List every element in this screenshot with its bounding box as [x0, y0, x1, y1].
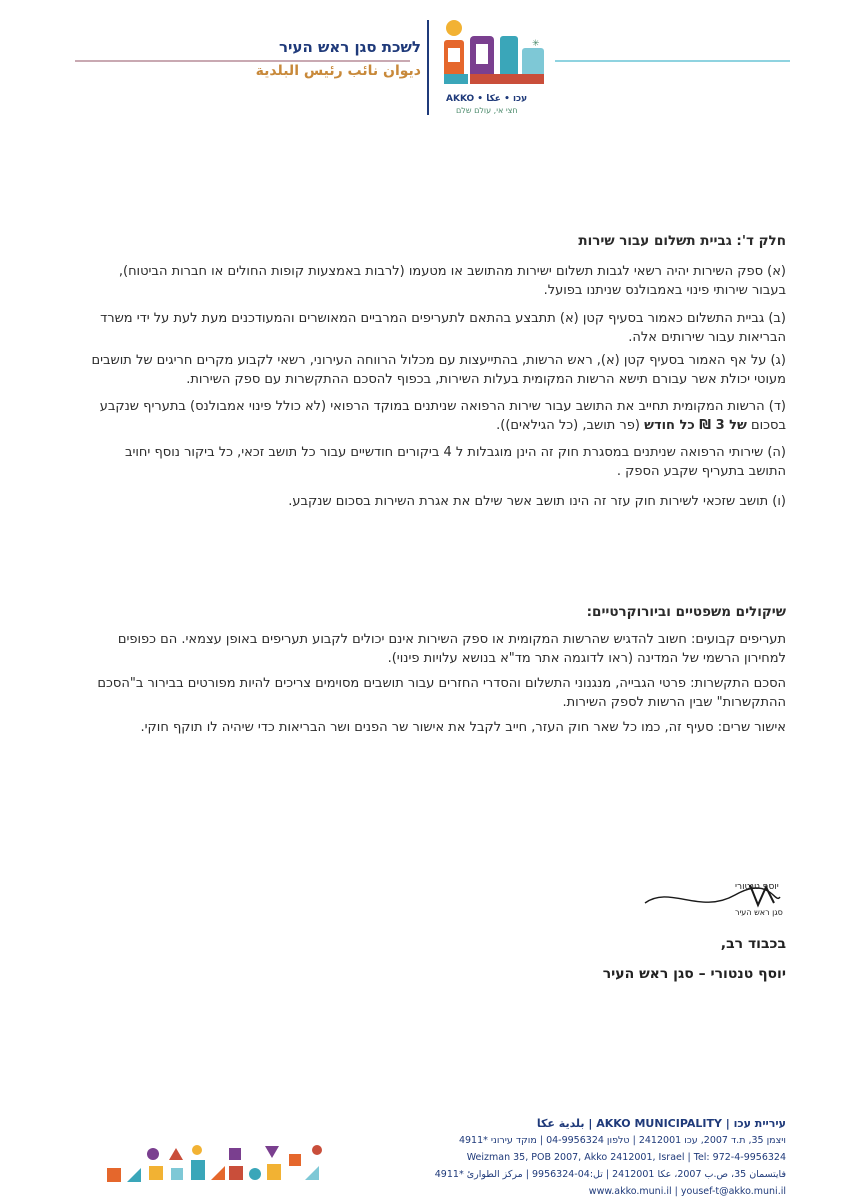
clause-f	[86, 492, 786, 511]
contract-paragraph	[86, 674, 786, 712]
clause-c-text: (ג) על אף האמור בסעיף קטן (א), ראש הרשות, בהתייעצות עם מכלול הרווחה העירוני, רשאי לקבוע מקרים חריגים של תושבים מעוטי יכולת אשר עבורם תישא הרשות המקומית בעלות השירות, בכפוף להסכם ההתקשרות עם ספק השירות.	[91, 353, 786, 387]
header-vertical-separator	[427, 20, 429, 115]
clause-d-amount: של 3 ₪ כל חודש	[644, 418, 747, 433]
clause-b-text: (ב) גביית התשלום כאמור בסעיף קטן (א) תתבצע בהתאם לתעריפים המרביים המאושרים והמעודכנים מעת לעת על ידי משרד הבריאות עבור שירותים אלה.	[100, 311, 786, 345]
ministers-approval-paragraph	[86, 718, 786, 737]
clause-e-text: (ה) שירותי הרפואה שניתנים במסגרת חוק זה הינן מוגבלות ל 4 ביקורים חודשיים עבור כל תושב זכאי, כל ביקור נוסף יחויב התושב בתעריף שקבע הספק .	[124, 445, 786, 479]
office-title-hebrew: לשכת סגן ראש העיר	[279, 38, 421, 56]
contract-text: הסכם התקשרות: פרטי הגבייה, מנגנוני התשלום והסדרי החזרים עבור תושבים מסוימים צריכים להיות מפורטים בבירור ב"הסכם ההתקשרות" שבין הרשות לספק השירות.	[97, 676, 786, 710]
footer-contact	[386, 1115, 786, 1200]
considerations-title: שיקולים משפטיים וביורוקרטיים:	[586, 604, 786, 620]
signature-role: סגן ראש העיר	[735, 908, 783, 917]
part-d-title: חלק ד': גביית תשלום עבור שירות	[578, 233, 786, 249]
clause-a-text: (א) ספק השירות יהיה רשאי לגבות תשלום ישירות מהתושב או מטעמו (לרבות באמצעות קופות החולים או חברות הביטוח), בעבור שירותי פינוי באמבולנס שניתנו בפועל.	[118, 264, 786, 298]
clause-d-after: (פר תושב, (כל הגילאים)).	[496, 418, 645, 433]
closing-greeting: בכבוד רב,	[720, 936, 786, 952]
fixed-rates-text: תעריפים קבועים: חשוב להדגיש שהרשות המקומית או ספק השירות אינם יכולים לקבוע תעריפים באופן עצמאי. הם כפופים למחירון הרשמי של המדינה (ראו לדוגמה אתר מד"א בנושא עלויות פינוי).	[117, 632, 786, 666]
footer-web-email: www.akko.muni.il | yousef-t@akko.muni.il	[588, 1186, 786, 1197]
ministers-approval-text: אישור שרים: סעיף זה, כמו כל שאר חוק העזר, חייב לקבל את אישור שר הפנים ושר הבריאות כדי שיהיה לו תוקף חוקי.	[140, 720, 786, 735]
clause-d-text	[86, 397, 786, 435]
header-divider-right	[555, 60, 790, 62]
signature-name: יוסף טנטורי	[735, 882, 779, 892]
signature-stamp	[640, 875, 785, 925]
footer-address-hebrew: ויצמן 35, ת.ד 2007, עכו 2412001 | טלפון 04-9956324 | מוקד עירוני *4911	[458, 1135, 786, 1146]
svg-text:✳: ✳	[532, 39, 540, 49]
clause-d	[86, 397, 786, 435]
footer-title: עיריית עכו | AKKO MUNICIPALITY | بلدية عكا	[536, 1117, 786, 1130]
clause-f-text: (ו) תושב שזכאי לשירות חוק עזר זה הינו תושב אשר שילם את אגרת השירות בסכום שנקבע.	[288, 494, 786, 509]
clause-d-before: (ד) הרשות המקומית תחייב את התושב עבור שירות הרפואה שניתנים במוקד הרפואי (לא כולל פינוי אמבולנס) בתעריף שנקבע בסכום	[99, 399, 786, 433]
fixed-rates-paragraph	[86, 630, 786, 668]
footer-address-arabic: فايتسمان 35، ص.ب 2007، عكا 2412001 | تل:04-9956324 | مركز الطوارئ *4911	[434, 1169, 786, 1180]
footer-address-english: Weizman 35, POB 2007, Akko 2412001, Israel | Tel: 972-4-9956324	[466, 1152, 786, 1163]
header-divider-left	[75, 60, 410, 62]
logo-caption: AKKO • עכו • عكا	[446, 94, 528, 104]
clause-a	[86, 262, 786, 300]
clause-e	[86, 443, 786, 481]
clause-b	[86, 309, 786, 347]
logo-slogan: חצי אי, עולם שלם	[456, 106, 518, 115]
considerations-section	[86, 603, 786, 622]
part-d-section	[86, 232, 786, 251]
decorative-shapes-icon	[105, 1140, 330, 1185]
office-title-arabic: ديوان نائب رئيس البلدية	[255, 63, 421, 79]
signer-name: יוסף טנטורי – סגן ראש העיר	[602, 966, 786, 982]
clause-c	[86, 351, 786, 389]
